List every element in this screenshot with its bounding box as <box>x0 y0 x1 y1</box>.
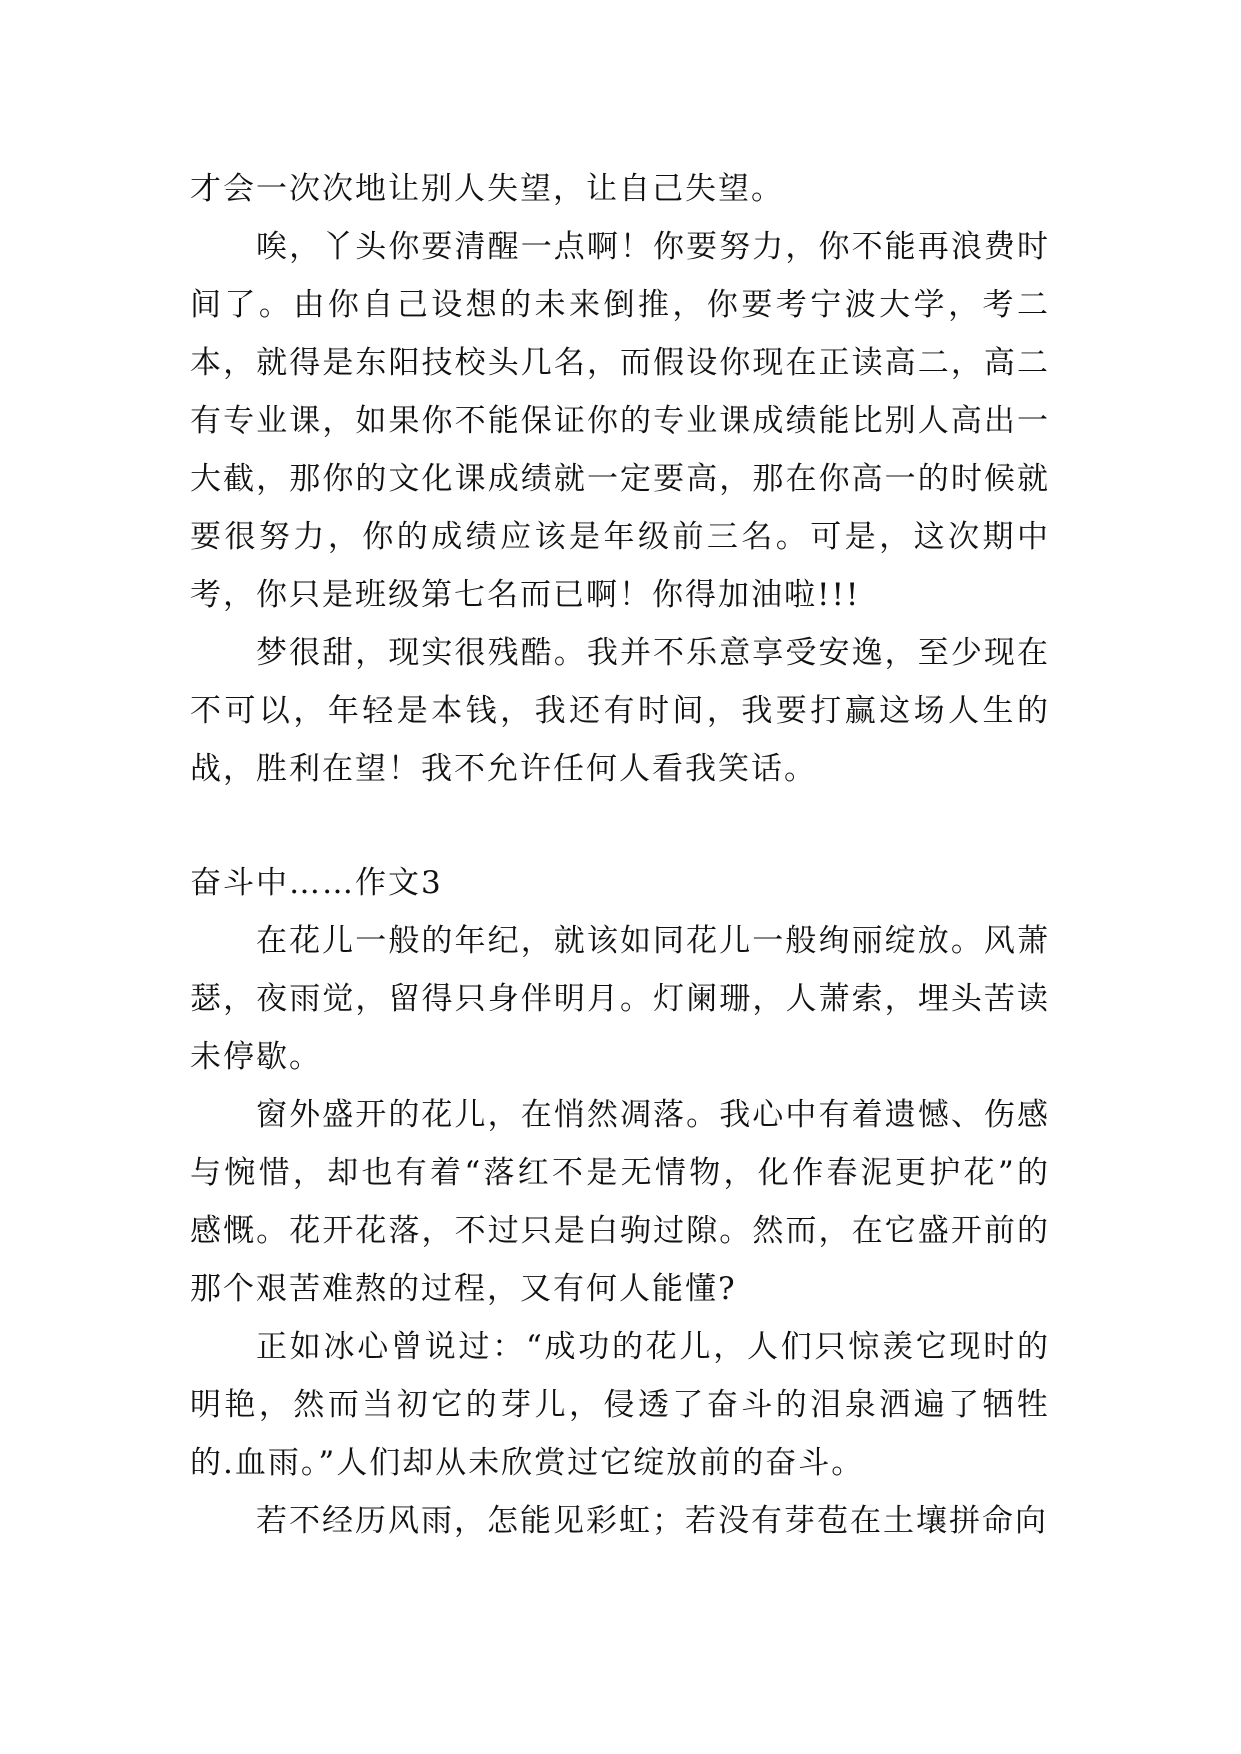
paragraph-continuation: 才会一次次地让别人失望，让自己失望。 <box>190 171 784 207</box>
document-page <box>190 160 1050 1550</box>
paragraph-flower-age: 在花儿一般的年纪，就该如同花儿一般绚丽绽放。风萧瑟，夜雨觉，留得只身伴明月。灯阑珊，人萧索，埋头苦读未停歇。 <box>190 923 1050 1075</box>
section-title: 奋斗中……作文3 <box>190 865 443 901</box>
paragraph-dream-reality: 梦很甜，现实很残酷。我并不乐意享受安逸，至少现在不可以，年轻是本钱，我还有时间，我要打赢这场人生的战，胜利在望！我不允许任何人看我笑话。 <box>190 635 1050 787</box>
paragraph-bingxin-quote: 正如冰心曾说过：“成功的花儿，人们只惊羡它现时的明艳，然而当初它的芽儿，侵透了奋斗的泪泉洒遍了牺牲的.血雨。”人们却从未欣赏过它绽放前的奋斗。 <box>190 1329 1050 1481</box>
paragraph-rainbow: 若不经历风雨，怎能见彩虹；若没有芽苞在土壤拼命向 <box>256 1503 1048 1539</box>
paragraph-exam-goals: 唉，丫头你要清醒一点啊！你要努力，你不能再浪费时间了。由你自己设想的未来倒推，你要考宁波大学，考二本，就得是东阳技校头几名，而假设你现在正读高二，高二有专业课，如果你不能保证你的专业课成绩能比别人高出一大截，那你的文化课成绩就一定要高，那在你高一的时候就要很努力，你的成绩应该是年级前三名。可是，这次期中考，你只是班级第七名而已啊！你得加油啦!!! <box>190 229 1050 613</box>
paragraph-falling-flowers: 窗外盛开的花儿，在悄然凋落。我心中有着遗憾、伤感与惋惜，却也有着“落红不是无情物，化作春泥更护花”的感慨。花开花落，不过只是白驹过隙。然而，在它盛开前的那个艰苦难熬的过程，又有何人能懂? <box>190 1097 1050 1307</box>
